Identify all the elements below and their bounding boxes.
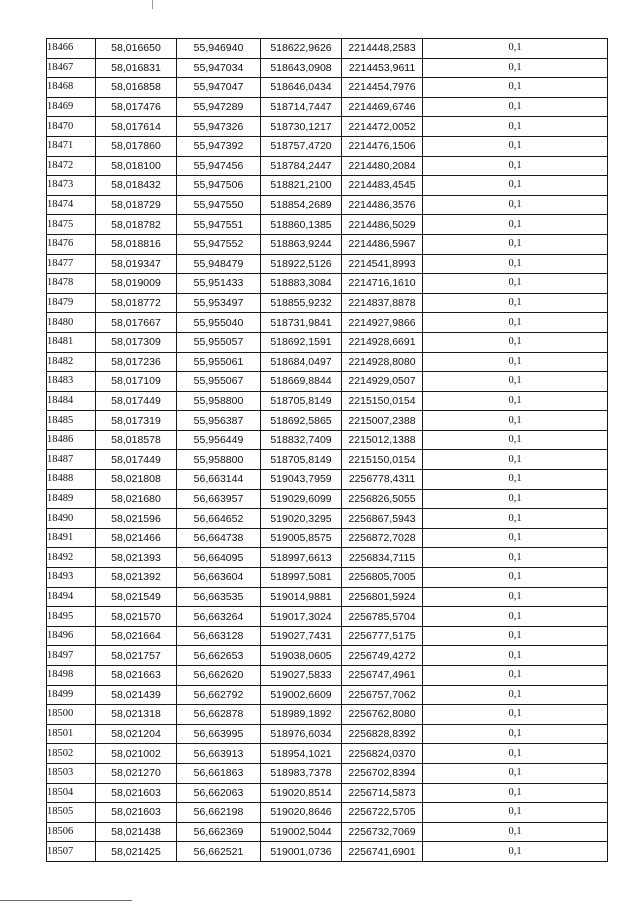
- y-coordinate-cell: 2256828,8392: [342, 724, 423, 744]
- longitude-cell: 56,663128: [177, 626, 261, 646]
- value-cell: 0,1: [423, 607, 608, 627]
- table-row: [47, 39, 608, 59]
- x-coordinate-cell: 518832,7409: [261, 430, 342, 450]
- latitude-cell: 58,018432: [96, 176, 177, 196]
- table-row: [47, 58, 608, 78]
- longitude-cell: 56,663604: [177, 568, 261, 588]
- y-coordinate-cell: 2256801,5924: [342, 587, 423, 607]
- y-coordinate-cell: 2214448,2583: [342, 39, 423, 59]
- longitude-cell: 55,956387: [177, 411, 261, 431]
- latitude-cell: 58,021318: [96, 705, 177, 725]
- table-row: [47, 430, 608, 450]
- y-coordinate-cell: 2256741,6901: [342, 842, 423, 862]
- value-cell: 0,1: [423, 666, 608, 686]
- longitude-cell: 55,958800: [177, 391, 261, 411]
- x-coordinate-cell: 518757,4720: [261, 136, 342, 156]
- y-coordinate-cell: 2214486,5029: [342, 215, 423, 235]
- value-cell: 0,1: [423, 293, 608, 313]
- point-number-cell: 18477: [47, 254, 96, 274]
- value-cell: 0,1: [423, 489, 608, 509]
- longitude-cell: 56,662792: [177, 685, 261, 705]
- longitude-cell: 55,956449: [177, 430, 261, 450]
- x-coordinate-cell: 519001,0736: [261, 842, 342, 862]
- value-cell: 0,1: [423, 39, 608, 59]
- longitude-cell: 55,947289: [177, 97, 261, 117]
- longitude-cell: 55,955040: [177, 313, 261, 333]
- longitude-cell: 55,955067: [177, 372, 261, 392]
- coordinates-table-body: [47, 39, 608, 862]
- latitude-cell: 58,018816: [96, 234, 177, 254]
- latitude-cell: 58,018729: [96, 195, 177, 215]
- point-number-cell: 18488: [47, 470, 96, 490]
- value-cell: 0,1: [423, 391, 608, 411]
- latitude-cell: 58,021393: [96, 548, 177, 568]
- footer-rule: [0, 900, 132, 901]
- value-cell: 0,1: [423, 783, 608, 803]
- point-number-cell: 18491: [47, 528, 96, 548]
- latitude-cell: 58,017449: [96, 391, 177, 411]
- point-number-cell: 18479: [47, 293, 96, 313]
- table-row: [47, 293, 608, 313]
- point-number-cell: 18476: [47, 234, 96, 254]
- latitude-cell: 58,021663: [96, 666, 177, 686]
- longitude-cell: 55,947326: [177, 117, 261, 137]
- point-number-cell: 18483: [47, 372, 96, 392]
- latitude-cell: 58,016650: [96, 39, 177, 59]
- point-number-cell: 18478: [47, 274, 96, 294]
- longitude-cell: 55,947506: [177, 176, 261, 196]
- longitude-cell: 55,947034: [177, 58, 261, 78]
- value-cell: 0,1: [423, 626, 608, 646]
- table-row: [47, 372, 608, 392]
- table-row: [47, 313, 608, 333]
- table-row: [47, 646, 608, 666]
- x-coordinate-cell: 518669,8844: [261, 372, 342, 392]
- point-number-cell: 18493: [47, 568, 96, 588]
- longitude-cell: 56,662878: [177, 705, 261, 725]
- x-coordinate-cell: 518883,3084: [261, 274, 342, 294]
- table-row: [47, 803, 608, 823]
- table-row: [47, 528, 608, 548]
- y-coordinate-cell: 2256757,7062: [342, 685, 423, 705]
- y-coordinate-cell: 2214929,0507: [342, 372, 423, 392]
- value-cell: 0,1: [423, 332, 608, 352]
- y-coordinate-cell: 2256732,7069: [342, 822, 423, 842]
- value-cell: 0,1: [423, 744, 608, 764]
- longitude-cell: 55,947550: [177, 195, 261, 215]
- table-row: [47, 97, 608, 117]
- y-coordinate-cell: 2256834,7115: [342, 548, 423, 568]
- longitude-cell: 56,662521: [177, 842, 261, 862]
- longitude-cell: 56,662369: [177, 822, 261, 842]
- latitude-cell: 58,021808: [96, 470, 177, 490]
- latitude-cell: 58,021425: [96, 842, 177, 862]
- x-coordinate-cell: 519027,5833: [261, 666, 342, 686]
- value-cell: 0,1: [423, 234, 608, 254]
- point-number-cell: 18496: [47, 626, 96, 646]
- value-cell: 0,1: [423, 822, 608, 842]
- latitude-cell: 58,021596: [96, 509, 177, 529]
- x-coordinate-cell: 519043,7959: [261, 470, 342, 490]
- point-number-cell: 18467: [47, 58, 96, 78]
- longitude-cell: 55,953497: [177, 293, 261, 313]
- table-row: [47, 685, 608, 705]
- x-coordinate-cell: 518684,0497: [261, 352, 342, 372]
- point-number-cell: 18498: [47, 666, 96, 686]
- latitude-cell: 58,021664: [96, 626, 177, 646]
- value-cell: 0,1: [423, 97, 608, 117]
- y-coordinate-cell: 2256824,0370: [342, 744, 423, 764]
- table-row: [47, 215, 608, 235]
- latitude-cell: 58,017860: [96, 136, 177, 156]
- x-coordinate-cell: 518731,9841: [261, 313, 342, 333]
- y-coordinate-cell: 2256872,7028: [342, 528, 423, 548]
- x-coordinate-cell: 519027,7431: [261, 626, 342, 646]
- point-number-cell: 18501: [47, 724, 96, 744]
- point-number-cell: 18471: [47, 136, 96, 156]
- longitude-cell: 56,663913: [177, 744, 261, 764]
- table-row: [47, 411, 608, 431]
- x-coordinate-cell: 518983,7378: [261, 763, 342, 783]
- point-number-cell: 18482: [47, 352, 96, 372]
- point-number-cell: 18506: [47, 822, 96, 842]
- value-cell: 0,1: [423, 803, 608, 823]
- x-coordinate-cell: 519020,8514: [261, 783, 342, 803]
- x-coordinate-cell: 519002,6609: [261, 685, 342, 705]
- x-coordinate-cell: 518622,9626: [261, 39, 342, 59]
- x-coordinate-cell: 518997,5081: [261, 568, 342, 588]
- value-cell: 0,1: [423, 705, 608, 725]
- longitude-cell: 55,947552: [177, 234, 261, 254]
- value-cell: 0,1: [423, 470, 608, 490]
- point-number-cell: 18485: [47, 411, 96, 431]
- latitude-cell: 58,018772: [96, 293, 177, 313]
- longitude-cell: 55,947456: [177, 156, 261, 176]
- point-number-cell: 18489: [47, 489, 96, 509]
- table-row: [47, 156, 608, 176]
- y-coordinate-cell: 2214453,9611: [342, 58, 423, 78]
- x-coordinate-cell: 518714,7447: [261, 97, 342, 117]
- x-coordinate-cell: 518922,5126: [261, 254, 342, 274]
- longitude-cell: 55,947047: [177, 78, 261, 98]
- latitude-cell: 58,021603: [96, 803, 177, 823]
- value-cell: 0,1: [423, 587, 608, 607]
- longitude-cell: 55,946940: [177, 39, 261, 59]
- y-coordinate-cell: 2214454,7976: [342, 78, 423, 98]
- x-coordinate-cell: 518976,6034: [261, 724, 342, 744]
- value-cell: 0,1: [423, 195, 608, 215]
- point-number-cell: 18507: [47, 842, 96, 862]
- table-row: [47, 626, 608, 646]
- x-coordinate-cell: 518692,5865: [261, 411, 342, 431]
- y-coordinate-cell: 2256722,5705: [342, 803, 423, 823]
- latitude-cell: 58,021603: [96, 783, 177, 803]
- value-cell: 0,1: [423, 685, 608, 705]
- point-number-cell: 18502: [47, 744, 96, 764]
- longitude-cell: 56,662620: [177, 666, 261, 686]
- table-row: [47, 783, 608, 803]
- table-row: [47, 724, 608, 744]
- longitude-cell: 56,664095: [177, 548, 261, 568]
- y-coordinate-cell: 2214928,8080: [342, 352, 423, 372]
- table-row: [47, 705, 608, 725]
- longitude-cell: 56,662063: [177, 783, 261, 803]
- latitude-cell: 58,019009: [96, 274, 177, 294]
- longitude-cell: 55,958800: [177, 450, 261, 470]
- y-coordinate-cell: 2256702,8394: [342, 763, 423, 783]
- table-row: [47, 274, 608, 294]
- y-coordinate-cell: 2256762,8080: [342, 705, 423, 725]
- table-row: [47, 470, 608, 490]
- y-coordinate-cell: 2214716,1610: [342, 274, 423, 294]
- point-number-cell: 18503: [47, 763, 96, 783]
- latitude-cell: 58,016858: [96, 78, 177, 98]
- table-row: [47, 587, 608, 607]
- y-coordinate-cell: 2215150,0154: [342, 391, 423, 411]
- x-coordinate-cell: 519020,8646: [261, 803, 342, 823]
- y-coordinate-cell: 2214486,3576: [342, 195, 423, 215]
- point-number-cell: 18470: [47, 117, 96, 137]
- value-cell: 0,1: [423, 372, 608, 392]
- table-row: [47, 822, 608, 842]
- table-row: [47, 254, 608, 274]
- value-cell: 0,1: [423, 78, 608, 98]
- point-number-cell: 18466: [47, 39, 96, 59]
- x-coordinate-cell: 518705,8149: [261, 450, 342, 470]
- latitude-cell: 58,017309: [96, 332, 177, 352]
- x-coordinate-cell: 518692,1591: [261, 332, 342, 352]
- value-cell: 0,1: [423, 450, 608, 470]
- value-cell: 0,1: [423, 763, 608, 783]
- x-coordinate-cell: 518860,1385: [261, 215, 342, 235]
- y-coordinate-cell: 2256777,5175: [342, 626, 423, 646]
- longitude-cell: 56,664738: [177, 528, 261, 548]
- value-cell: 0,1: [423, 509, 608, 529]
- y-coordinate-cell: 2256747,4961: [342, 666, 423, 686]
- x-coordinate-cell: 518821,2100: [261, 176, 342, 196]
- value-cell: 0,1: [423, 117, 608, 137]
- point-number-cell: 18490: [47, 509, 96, 529]
- x-coordinate-cell: 518855,9232: [261, 293, 342, 313]
- y-coordinate-cell: 2256867,5943: [342, 509, 423, 529]
- longitude-cell: 55,948479: [177, 254, 261, 274]
- point-number-cell: 18504: [47, 783, 96, 803]
- latitude-cell: 58,021680: [96, 489, 177, 509]
- point-number-cell: 18486: [47, 430, 96, 450]
- point-number-cell: 18487: [47, 450, 96, 470]
- x-coordinate-cell: 518643,0908: [261, 58, 342, 78]
- latitude-cell: 58,021466: [96, 528, 177, 548]
- value-cell: 0,1: [423, 136, 608, 156]
- value-cell: 0,1: [423, 156, 608, 176]
- longitude-cell: 56,662198: [177, 803, 261, 823]
- value-cell: 0,1: [423, 724, 608, 744]
- x-coordinate-cell: 518784,2447: [261, 156, 342, 176]
- point-number-cell: 18484: [47, 391, 96, 411]
- table-row: [47, 450, 608, 470]
- x-coordinate-cell: 519005,8575: [261, 528, 342, 548]
- value-cell: 0,1: [423, 254, 608, 274]
- point-number-cell: 18475: [47, 215, 96, 235]
- point-number-cell: 18468: [47, 78, 96, 98]
- y-coordinate-cell: 2215150,0154: [342, 450, 423, 470]
- x-coordinate-cell: 518705,8149: [261, 391, 342, 411]
- point-number-cell: 18474: [47, 195, 96, 215]
- point-number-cell: 18480: [47, 313, 96, 333]
- longitude-cell: 55,947392: [177, 136, 261, 156]
- y-coordinate-cell: 2256805,7005: [342, 568, 423, 588]
- value-cell: 0,1: [423, 313, 608, 333]
- longitude-cell: 56,663144: [177, 470, 261, 490]
- latitude-cell: 58,021270: [96, 763, 177, 783]
- point-number-cell: 18492: [47, 548, 96, 568]
- longitude-cell: 56,661863: [177, 763, 261, 783]
- point-number-cell: 18472: [47, 156, 96, 176]
- y-coordinate-cell: 2214469,6746: [342, 97, 423, 117]
- point-number-cell: 18505: [47, 803, 96, 823]
- longitude-cell: 55,951433: [177, 274, 261, 294]
- latitude-cell: 58,017614: [96, 117, 177, 137]
- point-number-cell: 18495: [47, 607, 96, 627]
- x-coordinate-cell: 519020,3295: [261, 509, 342, 529]
- table-row: [47, 763, 608, 783]
- y-coordinate-cell: 2215012,1388: [342, 430, 423, 450]
- x-coordinate-cell: 518730,1217: [261, 117, 342, 137]
- x-coordinate-cell: 519029,6099: [261, 489, 342, 509]
- y-coordinate-cell: 2256749,4272: [342, 646, 423, 666]
- x-coordinate-cell: 519017,3024: [261, 607, 342, 627]
- y-coordinate-cell: 2214483,4545: [342, 176, 423, 196]
- x-coordinate-cell: 519038,0605: [261, 646, 342, 666]
- latitude-cell: 58,021439: [96, 685, 177, 705]
- y-coordinate-cell: 2214480,2084: [342, 156, 423, 176]
- coordinates-table: [46, 38, 608, 862]
- latitude-cell: 58,021002: [96, 744, 177, 764]
- table-row: [47, 548, 608, 568]
- value-cell: 0,1: [423, 352, 608, 372]
- latitude-cell: 58,018578: [96, 430, 177, 450]
- y-coordinate-cell: 2214486,5967: [342, 234, 423, 254]
- point-number-cell: 18500: [47, 705, 96, 725]
- longitude-cell: 56,663264: [177, 607, 261, 627]
- latitude-cell: 58,017667: [96, 313, 177, 333]
- y-coordinate-cell: 2214541,8993: [342, 254, 423, 274]
- longitude-cell: 56,662653: [177, 646, 261, 666]
- y-coordinate-cell: 2256778,4311: [342, 470, 423, 490]
- x-coordinate-cell: 518854,2689: [261, 195, 342, 215]
- table-row: [47, 117, 608, 137]
- latitude-cell: 58,021438: [96, 822, 177, 842]
- y-coordinate-cell: 2256826,5055: [342, 489, 423, 509]
- value-cell: 0,1: [423, 646, 608, 666]
- x-coordinate-cell: 518646,0434: [261, 78, 342, 98]
- table-row: [47, 352, 608, 372]
- y-coordinate-cell: 2214927,9866: [342, 313, 423, 333]
- longitude-cell: 55,955061: [177, 352, 261, 372]
- point-number-cell: 18499: [47, 685, 96, 705]
- y-coordinate-cell: 2214472,0052: [342, 117, 423, 137]
- latitude-cell: 58,021204: [96, 724, 177, 744]
- point-number-cell: 18481: [47, 332, 96, 352]
- table-row: [47, 489, 608, 509]
- longitude-cell: 56,664652: [177, 509, 261, 529]
- value-cell: 0,1: [423, 411, 608, 431]
- table-row: [47, 607, 608, 627]
- x-coordinate-cell: 518989,1892: [261, 705, 342, 725]
- value-cell: 0,1: [423, 176, 608, 196]
- y-coordinate-cell: 2256714,5873: [342, 783, 423, 803]
- latitude-cell: 58,017236: [96, 352, 177, 372]
- point-number-cell: 18497: [47, 646, 96, 666]
- point-number-cell: 18469: [47, 97, 96, 117]
- x-coordinate-cell: 518863,9244: [261, 234, 342, 254]
- y-coordinate-cell: 2215007,2388: [342, 411, 423, 431]
- point-number-cell: 18473: [47, 176, 96, 196]
- y-coordinate-cell: 2214837,8878: [342, 293, 423, 313]
- value-cell: 0,1: [423, 215, 608, 235]
- latitude-cell: 58,017449: [96, 450, 177, 470]
- longitude-cell: 55,955057: [177, 332, 261, 352]
- latitude-cell: 58,018100: [96, 156, 177, 176]
- latitude-cell: 58,017476: [96, 97, 177, 117]
- longitude-cell: 56,663535: [177, 587, 261, 607]
- table-row: [47, 744, 608, 764]
- latitude-cell: 58,021549: [96, 587, 177, 607]
- x-coordinate-cell: 519002,5044: [261, 822, 342, 842]
- table-row: [47, 136, 608, 156]
- value-cell: 0,1: [423, 842, 608, 862]
- x-coordinate-cell: 518954,1021: [261, 744, 342, 764]
- table-row: [47, 195, 608, 215]
- value-cell: 0,1: [423, 430, 608, 450]
- table-row: [47, 332, 608, 352]
- x-coordinate-cell: 519014,9881: [261, 587, 342, 607]
- longitude-cell: 55,947551: [177, 215, 261, 235]
- table-row: [47, 568, 608, 588]
- value-cell: 0,1: [423, 568, 608, 588]
- table-row: [47, 391, 608, 411]
- latitude-cell: 58,021570: [96, 607, 177, 627]
- y-coordinate-cell: 2256785,5704: [342, 607, 423, 627]
- latitude-cell: 58,021392: [96, 568, 177, 588]
- value-cell: 0,1: [423, 58, 608, 78]
- latitude-cell: 58,019347: [96, 254, 177, 274]
- y-coordinate-cell: 2214476,1506: [342, 136, 423, 156]
- table-row: [47, 176, 608, 196]
- table-row: [47, 78, 608, 98]
- y-coordinate-cell: 2214928,6691: [342, 332, 423, 352]
- table-row: [47, 234, 608, 254]
- scan-mark: [152, 0, 153, 9]
- point-number-cell: 18494: [47, 587, 96, 607]
- longitude-cell: 56,663957: [177, 489, 261, 509]
- x-coordinate-cell: 518997,6613: [261, 548, 342, 568]
- longitude-cell: 56,663995: [177, 724, 261, 744]
- latitude-cell: 58,017319: [96, 411, 177, 431]
- value-cell: 0,1: [423, 274, 608, 294]
- latitude-cell: 58,017109: [96, 372, 177, 392]
- table-row: [47, 666, 608, 686]
- table-row: [47, 509, 608, 529]
- table-row: [47, 842, 608, 862]
- value-cell: 0,1: [423, 528, 608, 548]
- latitude-cell: 58,016831: [96, 58, 177, 78]
- latitude-cell: 58,018782: [96, 215, 177, 235]
- latitude-cell: 58,021757: [96, 646, 177, 666]
- value-cell: 0,1: [423, 548, 608, 568]
